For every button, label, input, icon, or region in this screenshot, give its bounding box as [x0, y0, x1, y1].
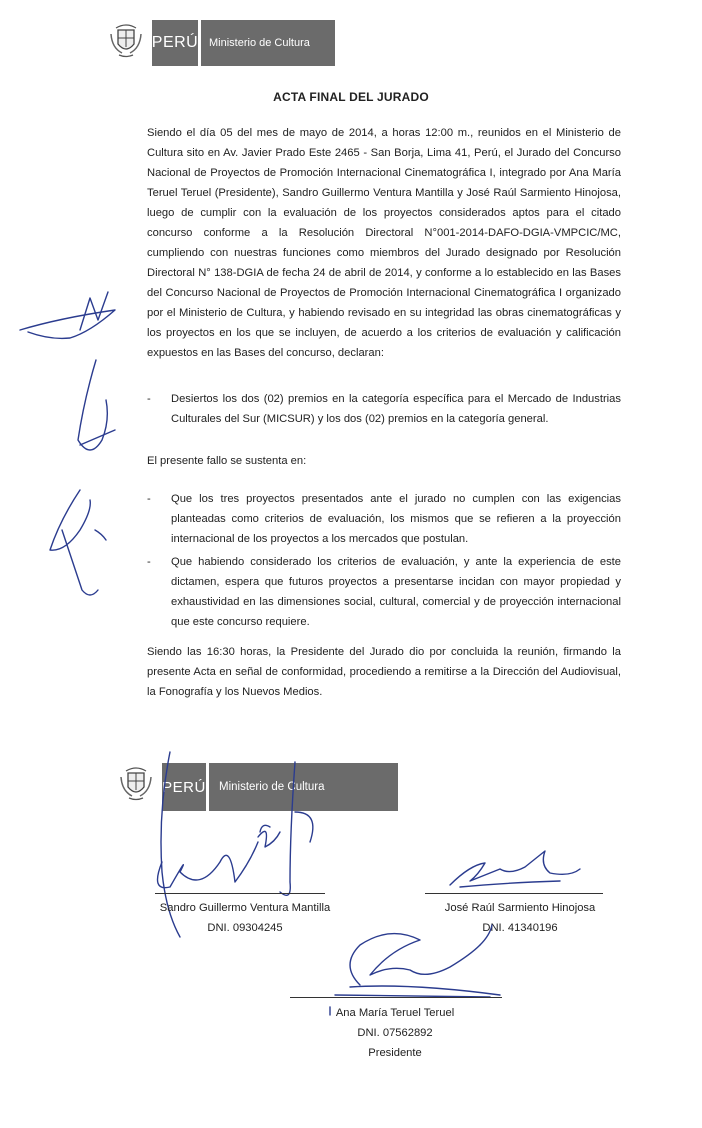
bullet-dash: - — [147, 493, 151, 505]
basis-text: Que los tres proyectos presentados ante el jurado no cumplen con las exigencias planteadas como criterios de evaluación, los mismos que se refieren a la proyección internacional de los proyectos a los mercados que postulan. — [171, 493, 621, 545]
basis-item — [147, 489, 621, 549]
coat-of-arms-icon — [108, 20, 144, 60]
basis-item — [147, 552, 621, 632]
header-logo — [108, 20, 335, 66]
signatory-dni: DNI. 09304245 — [207, 922, 283, 934]
signatory-name: Ana María Teruel Teruel — [335, 1007, 455, 1019]
basis-text: Que habiendo considerado los criterios de evaluación, y ante la experiencia de este dictamen, espera que futuros proyectos a presentarse incidan con mayor propiedad y exhaustividad en las dimensiones social, cultural, comercial y de proyección internacional que este concurso requiere. — [171, 556, 621, 628]
document-title: ACTA FINAL DEL JURADO — [273, 90, 429, 104]
bullet-dash: - — [147, 393, 151, 405]
bullet-dash: - — [147, 556, 151, 568]
intro-paragraph: Siendo el día 05 del mes de mayo de 2014, a horas 12:00 m., reunidos en el Ministerio de Cultura sito en Av. Javier Prado Este 2465 - San Borja, Lima 41, Perú, el Jurado del Concurso Nacional de Proyectos de Promoción Internacional Cinematográfica I, integrado por Ana María Teruel Teruel (Presidente), Sandro Guillermo Ventura Mantilla y José Raúl Sarmiento Hinojosa, luego de cumplir con la evaluación de los proyectos considerados aptos para el citado concurso conforme a la Resolución Directoral N°001-2014-DAFO-DGIA-VMPCIC/MC, cumpliendo con nuestras funciones como miembros del Jurado designado por Resolución Directoral N° 138-DGIA de fecha 24 de abril de 2014, y conforme a lo establecido en las Bases del Concurso Nacional de Proyectos de Promoción Internacional Cinematográfica I organizado por el Ministerio de Cultura, y habiendo revisado en su integridad las obras cinematográficas y los proyectos en los que se incluyen, de acuerdo a los criterios de evaluación y calificación expuestos en las Bases del concurso, declaran: — [147, 127, 621, 359]
declaration-text: Desiertos los dos (02) premios en la categoría específica para el Mercado de Industrias Culturales del Sur (MICSUR) y los dos (02) premios en la categoría general. — [171, 393, 621, 425]
peru-label: PERÚ — [152, 20, 198, 66]
signature-teruel — [330, 925, 510, 1015]
ministry-label: Ministerio de Cultura — [201, 20, 335, 66]
basis-heading: El presente fallo se sustenta en: — [147, 455, 307, 467]
signature-line — [155, 893, 325, 894]
ministry-label: Ministerio de Cultura — [209, 763, 398, 811]
peru-label: PERÚ — [162, 763, 206, 811]
signatory-dni: DNI. 41340196 — [482, 922, 558, 934]
signatory-role: Presidente — [368, 1047, 422, 1059]
declaration-item — [147, 389, 621, 429]
margin-initials-signature — [20, 290, 130, 620]
signature-line — [425, 893, 603, 894]
signature-line — [290, 997, 502, 998]
signatory-name: Sandro Guillermo Ventura Mantilla — [159, 902, 331, 914]
closing-paragraph: Siendo las 16:30 horas, la Presidente del Jurado dio por concluida la reunión, firmando la presente Acta en señal de conformidad, procediendo a remitirse a la Dirección del Audiovisual, la Fonografía y los Nuevos Medios. — [147, 646, 621, 698]
signatory-dni: DNI. 07562892 — [357, 1027, 433, 1039]
signature-sarmiento — [440, 845, 590, 895]
signatory-name: José Raúl Sarmiento Hinojosa — [444, 902, 596, 914]
